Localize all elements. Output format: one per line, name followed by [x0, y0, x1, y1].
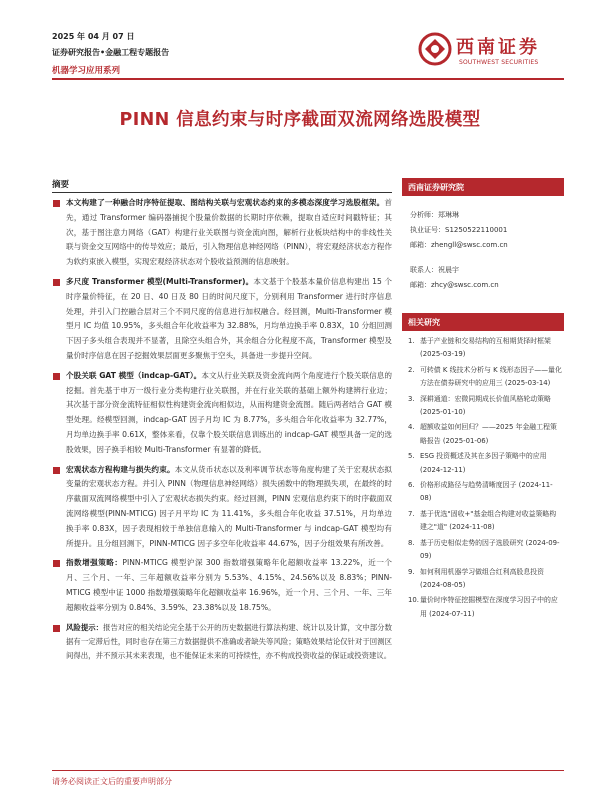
- item-number: 7.: [408, 509, 415, 518]
- related-research-item[interactable]: [408, 364, 562, 391]
- header-divider: [52, 78, 564, 80]
- bullet-text: 报告对应的相关结论完全基于公开的历史数据进行算法构建、统计以及计算，文中部分数据有一定滞后性，同时也存在第三方数据提供不准确或者缺失等风险；策略效果结论仅针对于回测区间得出，并不预示其未来表现，也不能保证未来的可持续性，亦不构成投资收益的保证或投资建议。: [66, 622, 392, 660]
- item-text: 基于产业链和交易结构的互相期货择时框架 (2025-03-19): [420, 337, 551, 359]
- item-text: 深耕通道：宏微同期成长价值风格轮动策略 (2025-01-10): [420, 394, 551, 417]
- abstract-bullet-indcap-gat: [52, 369, 392, 458]
- related-research-item[interactable]: [408, 393, 562, 420]
- related-research-list: [402, 331, 564, 621]
- company-logo-mark-icon: [418, 32, 452, 66]
- item-number: 8.: [408, 538, 415, 547]
- item-number: 10.: [408, 596, 419, 605]
- bullet-text: 本文从货币状态以及利率调节状态等角度构建了关于宏观状态拟变量的宏观状态方程。并引入 PINN（物理信息神经网络）损失函数中的物理损失项，在最终的时序截面双流网络模型中引入了宏观状态损失约束。经过回测，PINN 宏观信息约束下的时序截面双流网络模型(PINN-MTICG) 因子月平均 IC 为 11.41%，多头组合年化收益 37.51%，月均单边换手率 0.83X，因子表现相较于单独信息输入的 Multi-Transformer 与 indcap-GAT 模型均有所提升。且分组回测下，PINN-MTICG 因子多空年化收益率 44.67%，因子分组效果有所改善。: [66, 464, 393, 548]
- bullet-text: 本文基于个股基本量价信息构建出 15 个时序量价特征，在 20 日、40 日及 80 日的时间尺度下，分别利用 Transformer 进行时序信息处理，并引入门控融合层对三个不同尺度的信息进行加权融合。经回测，Multi-Transformer 模型月 IC 均值 10.95%，多头组合年化收益率为 32.88%，月均单边换手率 0.83X，10 分组回测下因子多头组合表现并不显著，且除空头组合外，其余组合分化程度不高，Transformer 模型及量价时序信息在因子挖掘效果层面更多聚焦于空头，具备进一步提升空间。: [66, 276, 392, 360]
- bullet-square-icon: [53, 560, 60, 567]
- bullet-lead: 风险提示：: [66, 622, 104, 632]
- report-title: PINN 信息约束与时序截面双流网络选股模型: [119, 110, 481, 130]
- item-text: 如何利用机器学习做组合红利高股息投资 (2024-08-05): [420, 567, 545, 589]
- institute-heading: 西南证券研究院: [402, 178, 564, 196]
- item-text: 可转债 K 线技术分析与 K 线形态因子——量化方法在债券研究中的应用三 (2025-03-14): [420, 365, 562, 388]
- abstract-bullet-framework: [52, 196, 392, 270]
- abstract-divider: [52, 192, 392, 193]
- bullet-text: 本文从行业关联及资金流向两个角度进行个股关联信息的挖掘。首先基于申万一级行业分类构建行业关联图，并在行业关联的基础上额外构建辨行业边；其次基于部分资金流特征相似性构建资金流向相似边，从而构建资金流图。随后两者结合 GAT 模型处理。经模型回测，indcap-GAT 因子月均 IC 为 8.77%，多头组合年化收益率为 32.77%，月均单边换手率 0.61X，整体来看，仅靠个股关联信息训练出的 indcap-GAT 模型具备一定的选股效果，因子换手相较 Multi-Transformer 有显著的降低。: [66, 370, 392, 454]
- footer-disclaimer: 请务必阅读正文后的重要声明部分: [52, 777, 172, 786]
- contact-email: 邮箱：zhcy@swsc.com.cn: [410, 281, 499, 289]
- abstract-bullet-multi-transformer: [52, 275, 392, 364]
- item-number: 5.: [408, 452, 415, 461]
- item-text: 基于历史相似走势的因子选股研究 (2024-09-09): [420, 538, 560, 561]
- report-type: 证券研究报告•金融工程专题报告: [52, 48, 170, 57]
- item-text: 基于优选"固收+"基金组合构建对收益策略构建之"道" (2024-11-08): [420, 509, 557, 532]
- bullet-square-icon: [53, 467, 60, 474]
- item-number: 3.: [408, 394, 415, 403]
- bullet-lead: 多尺度 Transformer 模型(Multi-Transformer)。: [66, 276, 254, 286]
- footer-divider: [52, 770, 564, 771]
- related-research-item[interactable]: [408, 566, 562, 593]
- bullet-lead: 指数增强策略：: [66, 558, 123, 568]
- item-text: 超额收益如何回归？——2025 年金融工程策略报告 (2025-01-06): [420, 423, 557, 445]
- analyst-email: 邮箱：zhengll@swsc.com.cn: [410, 241, 508, 249]
- related-research-item[interactable]: [408, 537, 562, 564]
- bullet-text: PINN-MTICG 模型沪深 300 指数增强策略年化超额收益率 13.22%，近一个月、三个月、一年、三年超额收益率分别为 5.53%、4.15%、24.56%以及 8.83%；PINN-MTICG 模型中证 1000 指数增强策略年化超额收益率 16.96%，近一个月、三个月、一年、三年超额收益率分别为 0.84%、3.59%、23.38%以及 18.75%。: [66, 558, 393, 612]
- item-number: 2.: [408, 365, 415, 374]
- report-date: 2025 年 04 月 07 日: [52, 32, 135, 41]
- bullet-lead: 个股关联 GAT 模型（indcap-GAT）。: [66, 370, 202, 380]
- item-text: 价格形成路径与趋势清晰度因子 (2024-11-08): [420, 481, 553, 503]
- bullet-lead: 宏观状态方程构建与损失约束。: [66, 464, 175, 474]
- related-research-item[interactable]: [408, 508, 562, 535]
- bullet-text: 首先，通过 Transformer 编码器捕捉个股量价数据的长期时序依赖，提取自适应时间戳特征；其次，基于图注意力网络（GAT）构建行业关联图与资金流向图，解析行业板块结构中的非线性关联与资金交互网络中的传导效应；最后，引入物理信息神经网络（PINN），将宏观经济状态方程作为软约束嵌入模型，实现宏观经济状态对个股收益预测的信息映射。: [66, 198, 392, 267]
- item-text: 量价时序特征挖掘模型在深度学习因子中的应用 (2024-07-11): [420, 596, 558, 618]
- bullet-square-icon: [53, 373, 60, 380]
- company-logo: [418, 30, 564, 74]
- item-number: 4.: [408, 423, 415, 432]
- item-number: 1.: [408, 337, 415, 345]
- analyst-name: 分析师：郑琳琳: [410, 211, 459, 219]
- related-research-item[interactable]: [408, 594, 562, 621]
- related-research-item[interactable]: [408, 479, 562, 506]
- analyst-info: [402, 196, 564, 297]
- report-series: 机器学习应用系列: [52, 66, 121, 76]
- item-number: 6.: [408, 481, 415, 490]
- bullet-square-icon: [53, 200, 60, 207]
- bullet-square-icon: [53, 625, 60, 632]
- related-research-heading: 相关研究: [402, 313, 564, 331]
- abstract-bullet-risk-warning: [52, 621, 392, 664]
- related-research-item[interactable]: [408, 450, 562, 477]
- sidebar: [402, 178, 564, 623]
- related-research-item[interactable]: [408, 421, 562, 448]
- company-name-cn: 西南证券: [456, 37, 540, 58]
- analyst-license: 执业证号：S1250522110001: [410, 226, 508, 234]
- abstract-heading: 摘要: [52, 180, 70, 190]
- contact-name: 联系人：祝晨宇: [410, 266, 459, 274]
- item-text: ESG 投资概述及其在多因子策略中的应用 (2024-12-11): [420, 452, 547, 474]
- abstract-body: [52, 196, 392, 668]
- abstract-bullet-index-enhancement: [52, 556, 392, 615]
- company-name-en: SOUTHWEST SECURITIES: [459, 59, 539, 66]
- abstract-bullet-pinn-constraint: [52, 463, 392, 552]
- bullet-square-icon: [53, 279, 60, 286]
- related-research-item[interactable]: [408, 335, 562, 362]
- bullet-lead: 本文构建了一种融合时序特征提取、图结构关联与宏观状态约束的多模态深度学习选股框架。: [66, 198, 385, 207]
- item-number: 9.: [408, 567, 415, 576]
